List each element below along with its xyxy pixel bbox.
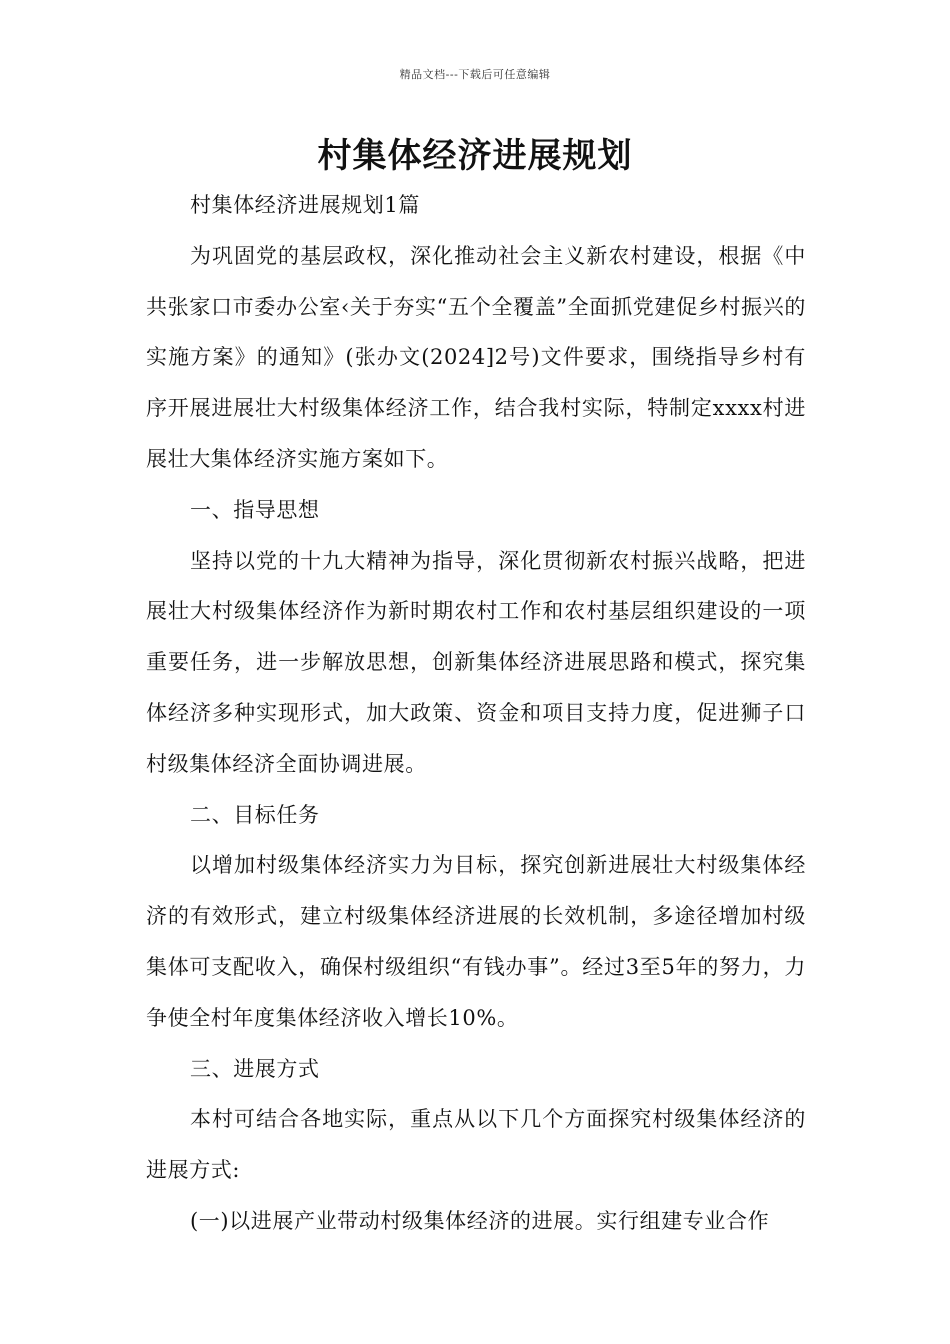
subtitle-paragraph: 村集体经济进展规划1篇 bbox=[190, 193, 420, 217]
section-heading-guiding-thought: 一、指导思想 bbox=[190, 497, 320, 522]
goals-paragraph: 以增加村级集体经济实力为目标，探究创新进展壮大村级集体经济的有效形式，建立村级集体经济进展的长效机制，多途径增加村级集体可支配收入，确保村级组织“有钱办事”。经过3至5年的努力，力争使全村年度集体经济收入增长10%。 bbox=[146, 853, 806, 1030]
method-item-1-paragraph: (一)以进展产业带动村级集体经济的进展。实行组建专业合作 bbox=[190, 1208, 770, 1233]
section-heading-goals: 二、目标任务 bbox=[190, 802, 320, 827]
header-note: 精品文档---下载后可任意编辑 bbox=[399, 68, 551, 81]
document-title: 村集体经济进展规划 bbox=[317, 136, 633, 176]
guiding-thought-paragraph: 坚持以党的十九大精神为指导，深化贯彻新农村振兴战略，把进展壮大村级集体经济作为新时期农村工作和农村基层组织建设的一项重要任务，进一步解放思想，创新集体经济进展思路和模式，探究集体经济多种实现形式，加大政策、资金和项目支持力度，促进狮子口村级集体经济全面协调进展。 bbox=[146, 548, 806, 776]
section-heading-methods: 三、进展方式 bbox=[190, 1056, 320, 1081]
methods-paragraph: 本村可结合各地实际，重点从以下几个方面探究村级集体经济的进展方式: bbox=[146, 1107, 806, 1183]
intro-paragraph: 为巩固党的基层政权，深化推动社会主义新农村建设，根据《中共张家口市委办公室‹关于夯实“五个全覆盖”全面抓党建促乡村振兴的实施方案》的通知》(张办文(2024]2号)文件要求，围绕指导乡村有序开展进展壮大村级集体经济工作，结合我村实际，特制定xxxx村进展壮大集体经济实施方案如下。 bbox=[146, 243, 806, 471]
document-body bbox=[146, 180, 806, 1247]
